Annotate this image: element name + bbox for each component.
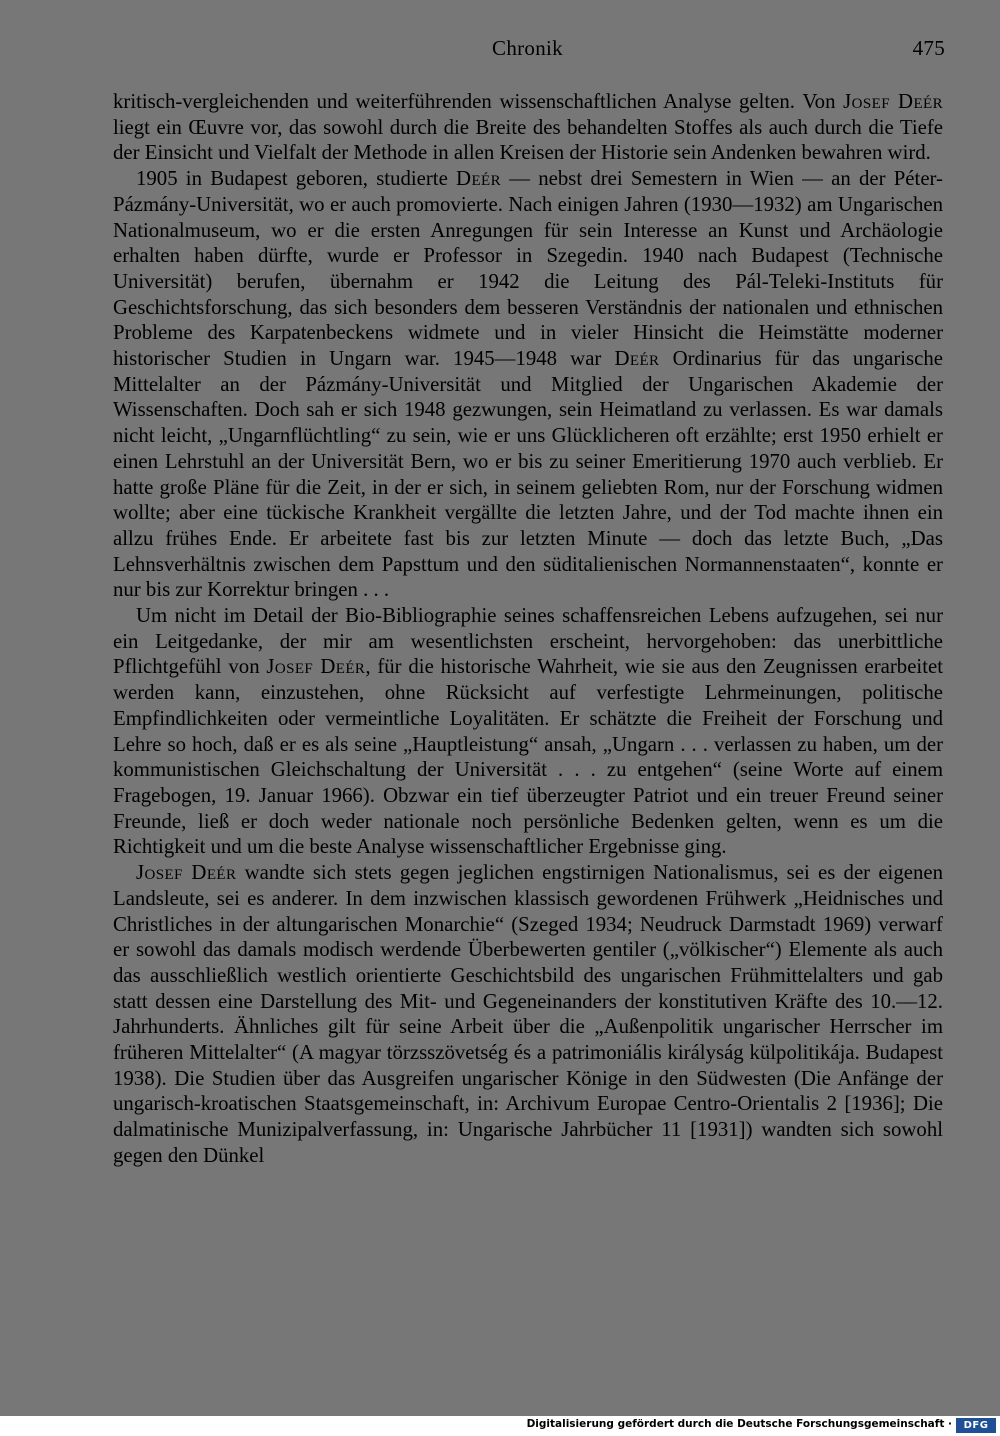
paragraph-1-lead: kritisch-vergleichenden und weiterführenden wissenschaftlichen Analyse gelten. Von <box>113 90 844 113</box>
person-name: Josef Deér <box>843 90 943 113</box>
page-number: 475 <box>912 36 945 60</box>
running-title: Chronik <box>492 36 563 60</box>
paragraph-1-tail: liegt ein Œuvre vor, das sowohl durch die Breite des behandelten Stoffes als auch durch die Tiefe der Einsicht und Vielfalt der Methode in allen Kreisen der Historie sein Andenken bewahren wird. <box>113 115 943 165</box>
funding-notice: Digitalisierung gefördert durch die Deutsche Forschungsgemeinschaft · <box>526 1418 952 1430</box>
paragraph-2 <box>113 166 943 603</box>
dfg-logo: DFG <box>956 1418 996 1433</box>
running-head <box>110 36 945 66</box>
person-name: Deér <box>456 167 501 191</box>
paragraph-2-mid: — nebst drei Semestern in Wien — an der Péter-Pázmány-Universität, wo er auch promovierte. Nach einigen Jahren (1930—1932) am Ungarischen Nationalmuseum, wo er die ersten Anregungen für sein Interesse an Kunst und Archäologie erhalten haben dürfte, wurde er Professor in Szegedin. 1940 nach Budapest (Technische Universität) berufen, übernahm er 1942 die Leitung des Pál-Teleki-Instituts für Geschichtsforschung, das sich besonders dem besseren Verständnis der nationalen und ethnischen Probleme des Karpatenbeckens widmete und in vieler Hinsicht die Heimstätte moderner historischer Studien in Ungarn war. 1945—1948 war <box>113 167 943 371</box>
person-name: Josef Deér <box>266 655 366 679</box>
paragraph-1 <box>113 89 943 166</box>
digitization-footer <box>0 1416 1000 1436</box>
person-name: Josef Deér <box>136 861 237 885</box>
paragraph-4 <box>113 860 943 1168</box>
paragraph-3 <box>113 603 943 860</box>
person-name: Deér <box>614 347 660 371</box>
paragraph-2-lead: 1905 in Budapest geboren, studierte <box>136 167 457 191</box>
paragraph-4-tail: wandte sich stets gegen jeglichen engstirnigen Nationalismus, sei es der eigenen Landsleute, sei es anderer. In dem inzwischen klassisch gewordenen Frühwerk „Heidnisches und Christliches in der altungarischen Monarchie“ (Szeged 1934; Neudruck Darmstadt 1969) verwarf er sowohl das damals modisch werdende Überbewerten gentiler („völkischer“) Elemente als auch das ausschließlich westlich orientierte Geschichtsbild des ungarischen Frühmittelalters und gab statt dessen eine Darstellung des Mit- und Gegeneinanders der konstitutiven Kräfte des 10.—12. Jahrhunderts. Ähnliches gilt für seine Arbeit über die „Außenpolitik ungarischer Herrscher im früheren Mittelalter“ (A magyar törzsszövetség és a patrimoniális királyság külpolitikája. Budapest 1938). Die Studien über das Ausgreifen ungarischer Könige in den Südwesten (Die Anfänge der ungarisch-kroatischen Staatsgemeinschaft, in: Archivum Europae Centro-Orientalis 2 [1936]; Die dalmatinische Munizipalverfassung, in: Ungarische Jahrbücher 11 [1931]) wandten sich sowohl gegen den Dünkel <box>113 861 943 1167</box>
paragraph-2-tail: Ordinarius für das ungarische Mittelalter an der Pázmány-Universität und Mitglied der Ungarischen Akademie der Wissenschaften. Doch sah er sich 1948 gezwungen, sein Heimatland zu verlassen. Es war damals nicht leicht, „Ungarnflüchtling“ zu sein, wie er uns Glücklicheren oft erzählte; erst 1950 erhielt er einen Lehrstuhl an der Universität Bern, wo er bis zu seiner Emeritierung 1970 auch verblieb. Er hatte große Pläne für die Zeit, in der er sich, in seinem geliebten Rom, nur der Forschung widmen wollte; aber eine tückische Krankheit vergällte die letzten Jahre, und der Tod machte ihnen ein allzu frühes Ende. Er arbeitete fast bis zur letzten Minute — doch das letzte Buch, „Das Lehnsverhältnis zwischen dem Papsttum und den süditalienischen Normannenstaaten“, konnte er nur bis zur Korrektur bringen . . . <box>113 347 944 602</box>
paragraph-3-tail: , für die historische Wahrheit, wie sie aus den Zeugnissen erarbeitet werden kann, einzustehen, ohne Rücksicht auf verfestigte Lehrmeinungen, politische Empfindlichkeiten oder vermeintliche Loyalitäten. Er schätzte die Freiheit der Forschung und Lehre so hoch, daß er es als seine „Hauptleistung“ ansah, „Ungarn . . . verlassen zu haben, um der kommunistischen Gleichschaltung der Universität . . . zu entgehen“ (seine Worte auf einem Fragebogen, 19. Januar 1966). Obzwar ein tief überzeugter Patriot und ein treuer Freund seiner Freunde, ließ er doch weder nationale noch persönliche Bedenken gelten, wenn es um die Richtigkeit und um die beste Analyse wissenschaftlicher Ergebnisse ging. <box>113 655 944 859</box>
paragraph-3-lead: Um nicht im Detail der Bio-Bibliographie seines schaffensreichen Lebens aufzugehen, sei nur ein Leitgedanke, der mir am wesentlichsten erscheint, hervorgehoben: das unerbittliche Pflichtgefühl von <box>113 604 943 679</box>
article-body <box>113 89 943 1169</box>
